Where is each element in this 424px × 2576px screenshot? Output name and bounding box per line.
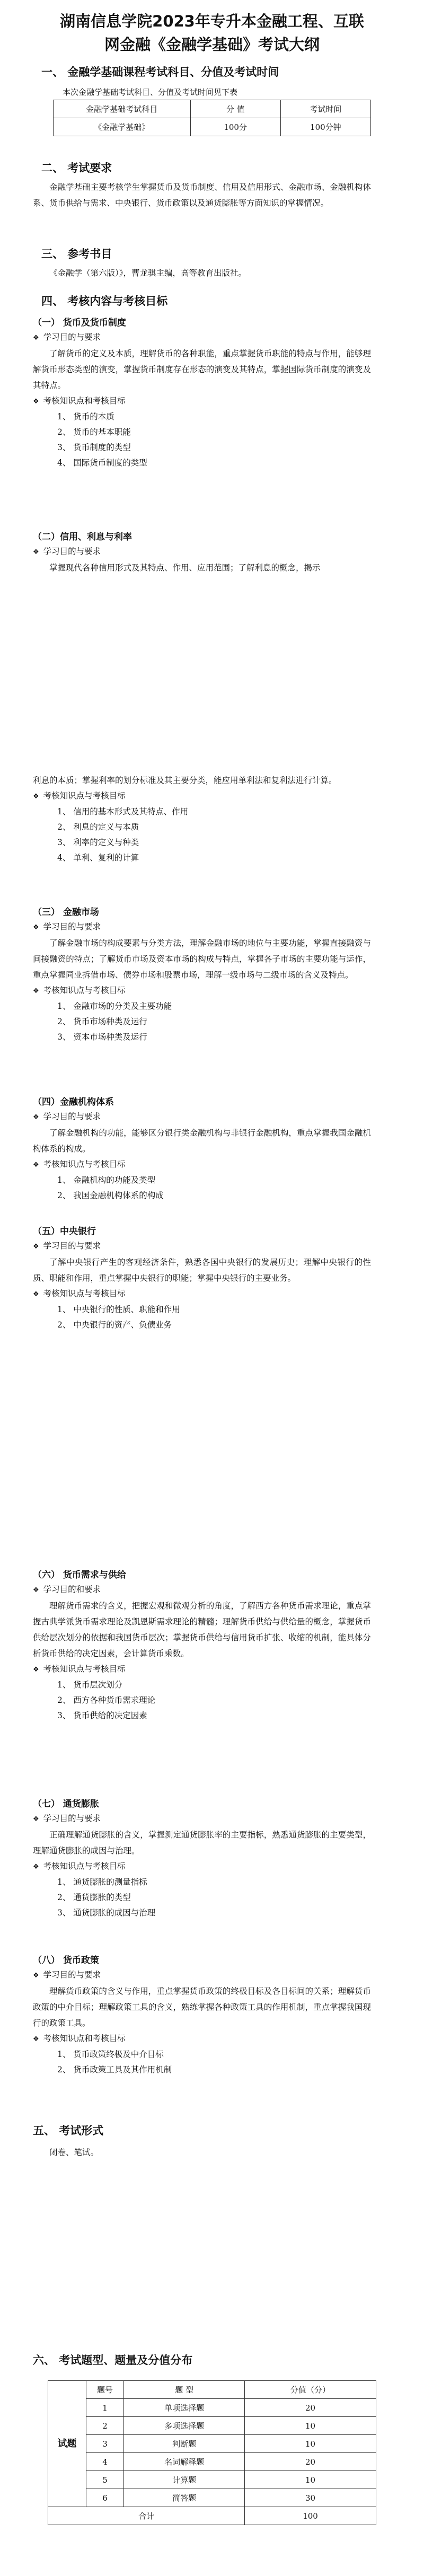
unit-1: （一） 货币及货币制度 ❖ 学习目的与要求 了解货币的定义及本质，理解货币的各种职能，重点掌握货币职能的特点与作用，能够理解货币形态类型的演变，掌握货币制度存在形态的演变及其特点，掌握国际货币制度的演变及其特点。 ❖ 考核知识点和考核目标 1、 货币的本质 2、 货币的基本职能 3、 货币制度的类型 4、 国际货币制度的类型 <box>0 316 424 471</box>
list-item: 1、 通货膨胀的测量指标 <box>57 1877 147 1887</box>
bullet-icon: ❖ <box>33 548 39 556</box>
bullet-icon: ❖ <box>33 1863 39 1871</box>
list-item: 1、 中央银行的性质、职能和作用 <box>57 1305 180 1314</box>
bullet-icon: ❖ <box>33 1972 39 1980</box>
section-1-note: 本次金融学基础考试科目、分值及考试时间见下表 <box>63 87 238 97</box>
bullet-icon: ❖ <box>33 1243 39 1251</box>
table-row: 5 计算题 10 <box>48 2471 376 2489</box>
section-3 <box>0 247 424 261</box>
list-item: 1、 货币层次划分 <box>57 1680 123 1690</box>
section-2 <box>0 161 424 175</box>
bullet-icon: ❖ <box>33 1586 39 1594</box>
list-item: 2、 西方各种货币需求理论 <box>57 1695 156 1705</box>
unit-7-title: （七） 通货膨胀 <box>33 1799 99 1809</box>
section-1-heading: 一、 金融学基础课程考试科目、分值及考试时间 <box>41 66 279 78</box>
list-item: 3、 货币制度的类型 <box>57 443 131 452</box>
list-item: 2、 货币的基本职能 <box>57 427 131 437</box>
subject-table-row: 《金融学基础》 100分 100分钟 <box>54 118 371 136</box>
unit-6: （六） 货币需求与供给 ❖ 学习目的和要求 理解货币需求的含义，把握宏观和微观分析的角度，了解西方各种货币需求理论，重点掌握古典学派货币需求理论及凯恩斯需求理论的精髓；理解货币供给与供给量的概念，掌握货币供给层次划分的依据和我国货币层次；掌握货币供给与信用货币扩张、收缩的机制，能具体分析货币供给的决定因素，会计算货币乘数。 ❖ 考核知识点与考核目标 1、 货币层次划分 2、 西方各种货币需求理论 3、 货币供给的决定因素 <box>0 1568 424 1724</box>
bullet-icon: ❖ <box>33 924 39 931</box>
unit-5: （五）中央银行 ❖ 学习目的与要求 了解中央银行产生的客观经济条件，熟悉各国中央银行的发展历史；理解中央银行的性质、职能和作用，重点掌握中央银行的职能；掌握中央银行的主要业务。 ❖ 考核知识点与考核目标 1、 中央银行的性质、职能和作用 2、 中央银行的资产、负债业务 <box>0 1225 424 1333</box>
bullet-icon: ❖ <box>33 2035 39 2043</box>
unit-4: （四）金融机构体系 ❖ 学习目的与要求 了解金融机构的功能，能够区分银行类金融机构与非银行金融机构，重点掌握我国金融机构体系的构成。 ❖ 考核知识点与考核目标 1、 金融机构的功能及类型 2、 我国金融机构体系的构成 <box>0 1095 424 1203</box>
unit-2-title: （二）信用、利息与利率 <box>33 532 132 542</box>
section-5 <box>0 2123 424 2138</box>
unit-2-continued: 利息的本质；掌握利率的划分标准及其主要分类，能应用单利法和复利法进行计算。 ❖ 考核知识点与考核目标 1、 信用的基本形式及其特点、作用 2、 利息的定义与本质 3、 利率的定义与种类 4、 单利、复利的计算 <box>0 772 424 866</box>
unit-1-title: （一） 货币及货币制度 <box>33 318 126 328</box>
unit-3: （三） 金融市场 ❖ 学习目的与要求 了解金融市场的构成要素与分类方法，理解金融市场的地位与主要功能，掌握直接融资与间接融资的特点；了解货币市场及资本市场的构成与特点，掌握各子市场的主要功能与运作，重点掌握同业拆借市场、债券市场和股票市场，理解一级市场与二级市场的含义及特点。 ❖ 考核知识点与考核目标 1、 金融市场的分类及主要功能 2、 货币市场种类及运行 3、 资本市场种类及运行 <box>0 905 424 1045</box>
bullet-icon: ❖ <box>33 334 39 342</box>
bullet-icon: ❖ <box>33 987 39 995</box>
list-item: 2、 货币市场种类及运行 <box>57 1017 147 1026</box>
bullet-icon: ❖ <box>33 1815 39 1823</box>
bullet-icon: ❖ <box>33 1161 39 1169</box>
list-item: 1、 信用的基本形式及其特点、作用 <box>57 807 189 816</box>
list-item: 3、 资本市场种类及运行 <box>57 1032 147 1042</box>
unit-6-title: （六） 货币需求与供给 <box>33 1570 126 1580</box>
table-row: 1 单项选择题 20 <box>48 2399 376 2417</box>
list-item: 2、 货币政策工具及其作用机制 <box>57 2065 172 2074</box>
subject-table-header: 金融学基础考试科目 分 值 考试时间 <box>54 100 371 118</box>
table-total-row: 合计 100 <box>48 2507 376 2525</box>
unit-8: （八） 货币政策 ❖ 学习目的与要求 理解货币政策的含义与作用，重点掌握货币政策的终极目标及各目标间的关系；理解货币政策的中介目标；理解政策工具的含义，熟练掌握各种政策工具的作用机制，重点掌握我国现行的政策工具。 ❖ 考核知识点和考核目标 1、 货币政策终极及中介目标 2、 货币政策工具及其作用机制 <box>0 1954 424 2078</box>
unit-4-title: （四）金融机构体系 <box>33 1097 114 1107</box>
unit-8-title: （八） 货币政策 <box>33 1955 99 1966</box>
bullet-icon: ❖ <box>33 1666 39 1674</box>
list-item: 2、 中央银行的资产、负债业务 <box>57 1320 172 1330</box>
table-row: 4 名词解释题 20 <box>48 2453 376 2471</box>
list-item: 1、 金融机构的功能及类型 <box>57 1175 156 1185</box>
list-item: 3、 货币供给的决定因素 <box>57 1711 147 1720</box>
unit-2: （二）信用、利息与利率 ❖ 学习目的与要求 掌握现代各种信用形式及其特点、作用、应用范围；了解利息的概念，揭示 <box>0 530 424 576</box>
subject-table <box>0 100 424 136</box>
table-row: 2 多项选择题 10 <box>48 2417 376 2435</box>
title-line-2: 网金融《金融学基础》考试大纲 <box>104 36 320 54</box>
document-title <box>0 10 424 56</box>
bullet-icon: ❖ <box>33 793 39 801</box>
unit-5-title: （五）中央银行 <box>33 1226 96 1237</box>
question-table-header: 试题 题号 题 型 分值（分） <box>48 2381 376 2399</box>
list-item: 1、 货币的本质 <box>57 412 114 421</box>
section-3-heading: 三、 参考书目 <box>41 248 112 260</box>
list-item: 2、 我国金融机构体系的构成 <box>57 1191 164 1200</box>
list-item: 4、 国际货币制度的类型 <box>57 458 147 468</box>
section-6 <box>0 2353 424 2368</box>
list-item: 1、 金融市场的分类及主要功能 <box>57 1001 172 1011</box>
section-1 <box>0 65 424 80</box>
question-type-table <box>0 2380 424 2525</box>
table-row: 6 简答题 30 <box>48 2489 376 2507</box>
section-6-heading: 六、 考试题型、题量及分值分布 <box>33 2354 193 2367</box>
section-4 <box>0 294 424 309</box>
section-2-heading: 二、 考试要求 <box>41 162 112 174</box>
title-line-1: 湖南信息学院2023年专升本金融工程、互联 <box>60 12 364 30</box>
list-item: 3、 通货膨胀的成因与治理 <box>57 1908 156 1918</box>
unit-3-title: （三） 金融市场 <box>33 907 99 918</box>
list-item: 3、 利率的定义与种类 <box>57 838 139 847</box>
list-item: 2、 利息的定义与本质 <box>57 822 139 832</box>
section-2-text: 金融学基础主要考核学生掌握货币及货币制度、信用及信用形式、金融市场、金融机构体系、货币供给与需求、中央银行、货币政策以及通货膨胀等方面知识的掌握情况。 <box>33 182 371 208</box>
section-4-heading: 四、 考核内容与考核目标 <box>41 295 168 307</box>
list-item: 4、 单利、复利的计算 <box>57 853 139 863</box>
bullet-icon: ❖ <box>33 1113 39 1121</box>
list-item: 1、 货币政策终极及中介目标 <box>57 2050 164 2059</box>
question-table-side: 试题 <box>48 2381 86 2507</box>
list-item: 2、 通货膨胀的类型 <box>57 1893 131 1902</box>
section-3-text: 《金融学（第六版）》，曹龙骐主编，高等教育出版社。 <box>49 268 247 278</box>
bullet-icon: ❖ <box>33 398 39 406</box>
unit-7: （七） 通货膨胀 ❖ 学习目的与要求 正确理解通货膨胀的含义，掌握测定通货膨胀率的主要指标，熟悉通货膨胀的主要类型，理解通货膨胀的成因与治理。 ❖ 考核知识点与考核目标 1、 通货膨胀的测量指标 2、 通货膨胀的类型 3、 通货膨胀的成因与治理 <box>0 1797 424 1921</box>
section-5-heading: 五、 考试形式 <box>33 2124 104 2137</box>
section-5-text: 闭卷、笔试。 <box>49 2148 99 2157</box>
table-row: 3 判断题 10 <box>48 2435 376 2453</box>
bullet-icon: ❖ <box>33 1290 39 1298</box>
